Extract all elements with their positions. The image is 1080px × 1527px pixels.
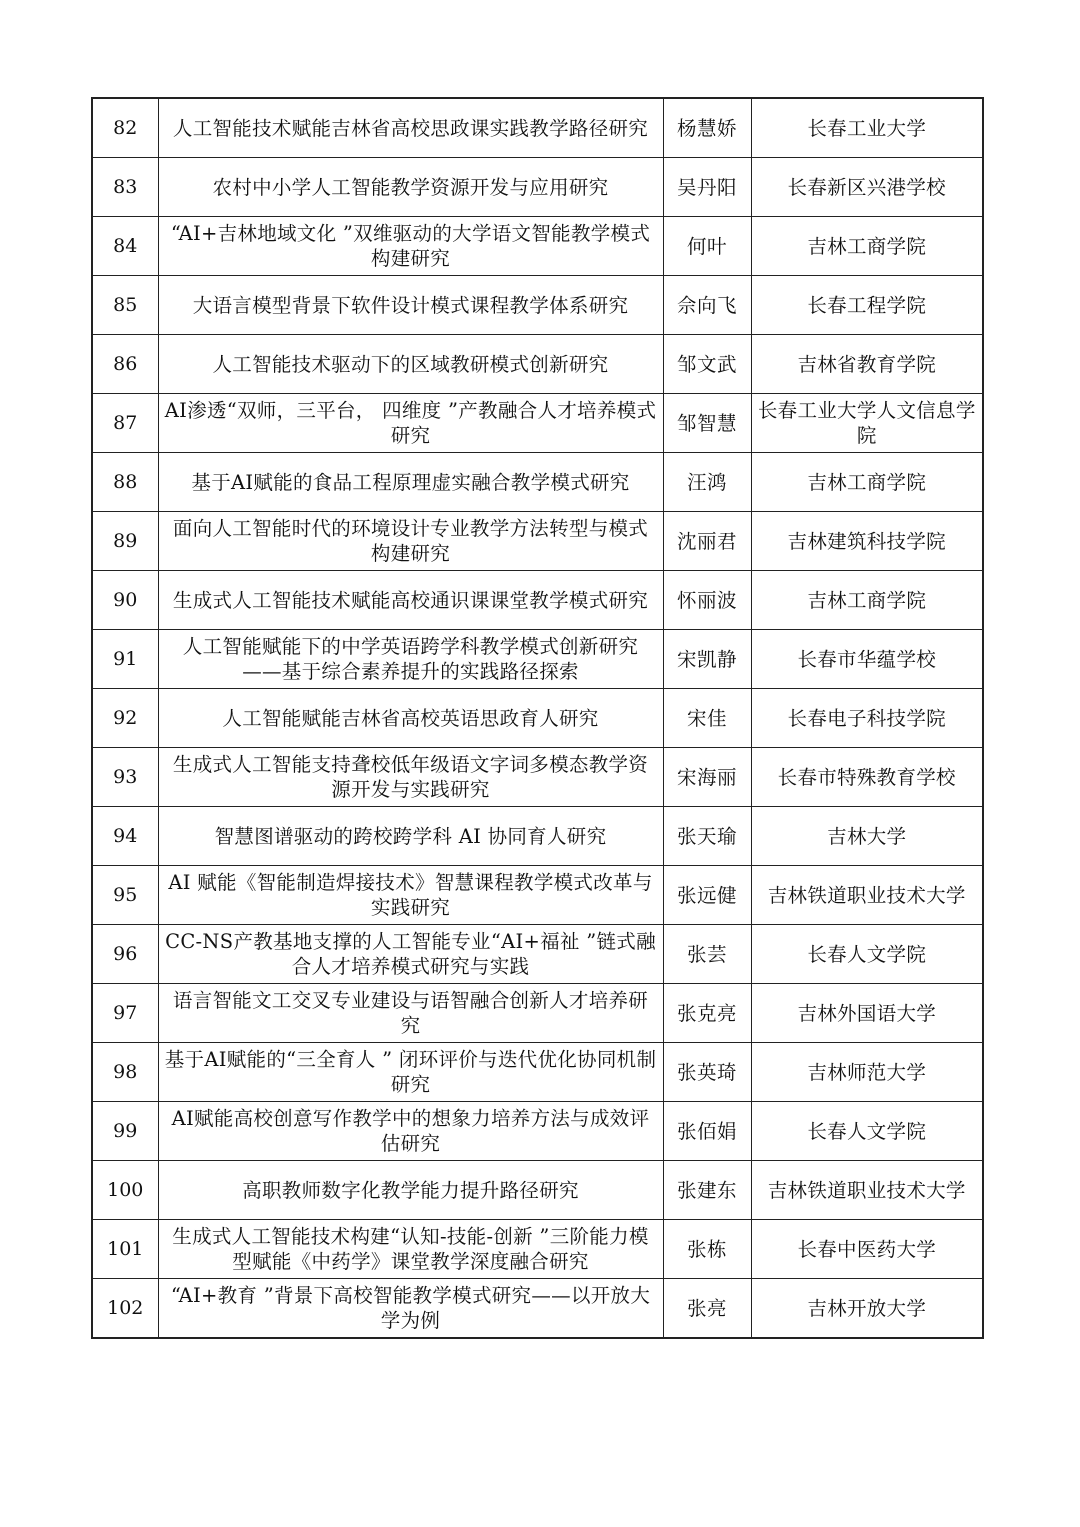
row-number: 94 [92, 807, 158, 866]
project-leader: 汪鸿 [663, 453, 751, 512]
table-row [92, 984, 983, 1043]
row-number: 102 [92, 1279, 158, 1339]
table-row [92, 512, 983, 571]
row-number: 98 [92, 1043, 158, 1102]
institution: 吉林大学 [751, 807, 983, 866]
row-number: 85 [92, 276, 158, 335]
row-number: 90 [92, 571, 158, 630]
institution: 长春人文学院 [751, 1102, 983, 1161]
project-title: 生成式人工智能支持聋校低年级语文字词多模态教学资源开发与实践研究 [158, 748, 663, 807]
project-leader: 邹文武 [663, 335, 751, 394]
row-number: 100 [92, 1161, 158, 1220]
institution: 长春工业大学 [751, 98, 983, 158]
project-title: 农村中小学人工智能教学资源开发与应用研究 [158, 158, 663, 217]
table-row [92, 1043, 983, 1102]
project-title: “AI+教育 ”背景下高校智能教学模式研究——以开放大学为例 [158, 1279, 663, 1339]
table-row [92, 866, 983, 925]
institution: 长春工程学院 [751, 276, 983, 335]
institution: 吉林工商学院 [751, 453, 983, 512]
project-leader: 张英琦 [663, 1043, 751, 1102]
institution: 吉林外国语大学 [751, 984, 983, 1043]
institution: 长春工业大学人文信息学院 [751, 394, 983, 453]
row-number: 88 [92, 453, 158, 512]
row-number: 92 [92, 689, 158, 748]
table-row [92, 1220, 983, 1279]
table-row [92, 1102, 983, 1161]
project-leader: 张佰娟 [663, 1102, 751, 1161]
project-leader: 杨慧娇 [663, 98, 751, 158]
institution: 吉林铁道职业技术大学 [751, 866, 983, 925]
project-title: 大语言模型背景下软件设计模式课程教学体系研究 [158, 276, 663, 335]
project-title: 人工智能赋能吉林省高校英语思政育人研究 [158, 689, 663, 748]
row-number: 86 [92, 335, 158, 394]
table-row [92, 925, 983, 984]
project-title: 人工智能技术驱动下的区域教研模式创新研究 [158, 335, 663, 394]
row-number: 91 [92, 630, 158, 689]
project-leader: 张栋 [663, 1220, 751, 1279]
row-number: 87 [92, 394, 158, 453]
project-leader: 张亮 [663, 1279, 751, 1339]
institution: 长春市特殊教育学校 [751, 748, 983, 807]
project-leader: 吴丹阳 [663, 158, 751, 217]
table-row [92, 571, 983, 630]
row-number: 82 [92, 98, 158, 158]
table-row [92, 276, 983, 335]
row-number: 99 [92, 1102, 158, 1161]
table-row [92, 453, 983, 512]
row-number: 83 [92, 158, 158, 217]
institution: 长春市华蕴学校 [751, 630, 983, 689]
project-title: 智慧图谱驱动的跨校跨学科 AI 协同育人研究 [158, 807, 663, 866]
project-leader: 张芸 [663, 925, 751, 984]
project-title: 生成式人工智能技术赋能高校通识课课堂教学模式研究 [158, 571, 663, 630]
project-leader: 张天瑜 [663, 807, 751, 866]
project-title: AI赋能高校创意写作教学中的想象力培养方法与成效评估研究 [158, 1102, 663, 1161]
table-row [92, 394, 983, 453]
table-row [92, 98, 983, 158]
project-title: “AI+吉林地域文化 ”双维驱动的大学语文智能教学模式构建研究 [158, 217, 663, 276]
table-row [92, 807, 983, 866]
project-title: 人工智能赋能下的中学英语跨学科教学模式创新研究——基于综合素养提升的实践路径探索 [158, 630, 663, 689]
project-leader: 邹智慧 [663, 394, 751, 453]
table-row [92, 748, 983, 807]
institution: 吉林省教育学院 [751, 335, 983, 394]
project-title: AI 赋能《智能制造焊接技术》智慧课程教学模式改革与实践研究 [158, 866, 663, 925]
project-title: 生成式人工智能技术构建“认知-技能-创新 ”三阶能力模型赋能《中药学》课堂教学深度融合研究 [158, 1220, 663, 1279]
project-leader: 张远健 [663, 866, 751, 925]
project-leader: 张克亮 [663, 984, 751, 1043]
institution: 长春新区兴港学校 [751, 158, 983, 217]
project-leader: 沈丽君 [663, 512, 751, 571]
table-row [92, 1279, 983, 1339]
table-row [92, 689, 983, 748]
project-leader: 怀丽波 [663, 571, 751, 630]
table-row [92, 1161, 983, 1220]
project-title: 基于AI赋能的食品工程原理虚实融合教学模式研究 [158, 453, 663, 512]
table-row [92, 158, 983, 217]
row-number: 93 [92, 748, 158, 807]
project-title: CC-NS产教基地支撑的人工智能专业“AI+福祉 ”链式融合人才培养模式研究与实践 [158, 925, 663, 984]
table-row [92, 335, 983, 394]
institution: 吉林建筑科技学院 [751, 512, 983, 571]
institution: 长春中医药大学 [751, 1220, 983, 1279]
project-leader: 宋海丽 [663, 748, 751, 807]
row-number: 84 [92, 217, 158, 276]
institution: 吉林工商学院 [751, 571, 983, 630]
institution: 吉林铁道职业技术大学 [751, 1161, 983, 1220]
project-title: 人工智能技术赋能吉林省高校思政课实践教学路径研究 [158, 98, 663, 158]
project-leader: 宋凯静 [663, 630, 751, 689]
project-leader: 张建东 [663, 1161, 751, 1220]
project-leader: 佘向飞 [663, 276, 751, 335]
institution: 长春人文学院 [751, 925, 983, 984]
table-row [92, 217, 983, 276]
institution: 吉林工商学院 [751, 217, 983, 276]
institution: 长春电子科技学院 [751, 689, 983, 748]
row-number: 101 [92, 1220, 158, 1279]
project-title: AI渗透“双师，三平台， 四维度 ”产教融合人才培养模式研究 [158, 394, 663, 453]
row-number: 97 [92, 984, 158, 1043]
project-leader: 宋佳 [663, 689, 751, 748]
institution: 吉林师范大学 [751, 1043, 983, 1102]
project-title: 语言智能文工交叉专业建设与语智融合创新人才培养研究 [158, 984, 663, 1043]
row-number: 96 [92, 925, 158, 984]
project-leader: 何叶 [663, 217, 751, 276]
institution: 吉林开放大学 [751, 1279, 983, 1339]
row-number: 95 [92, 866, 158, 925]
project-title: 高职教师数字化教学能力提升路径研究 [158, 1161, 663, 1220]
project-title: 面向人工智能时代的环境设计专业教学方法转型与模式构建研究 [158, 512, 663, 571]
document-page [91, 97, 982, 1339]
project-table [91, 97, 984, 1339]
table-row [92, 630, 983, 689]
project-title: 基于AI赋能的“三全育人 ” 闭环评价与迭代优化协同机制研究 [158, 1043, 663, 1102]
row-number: 89 [92, 512, 158, 571]
